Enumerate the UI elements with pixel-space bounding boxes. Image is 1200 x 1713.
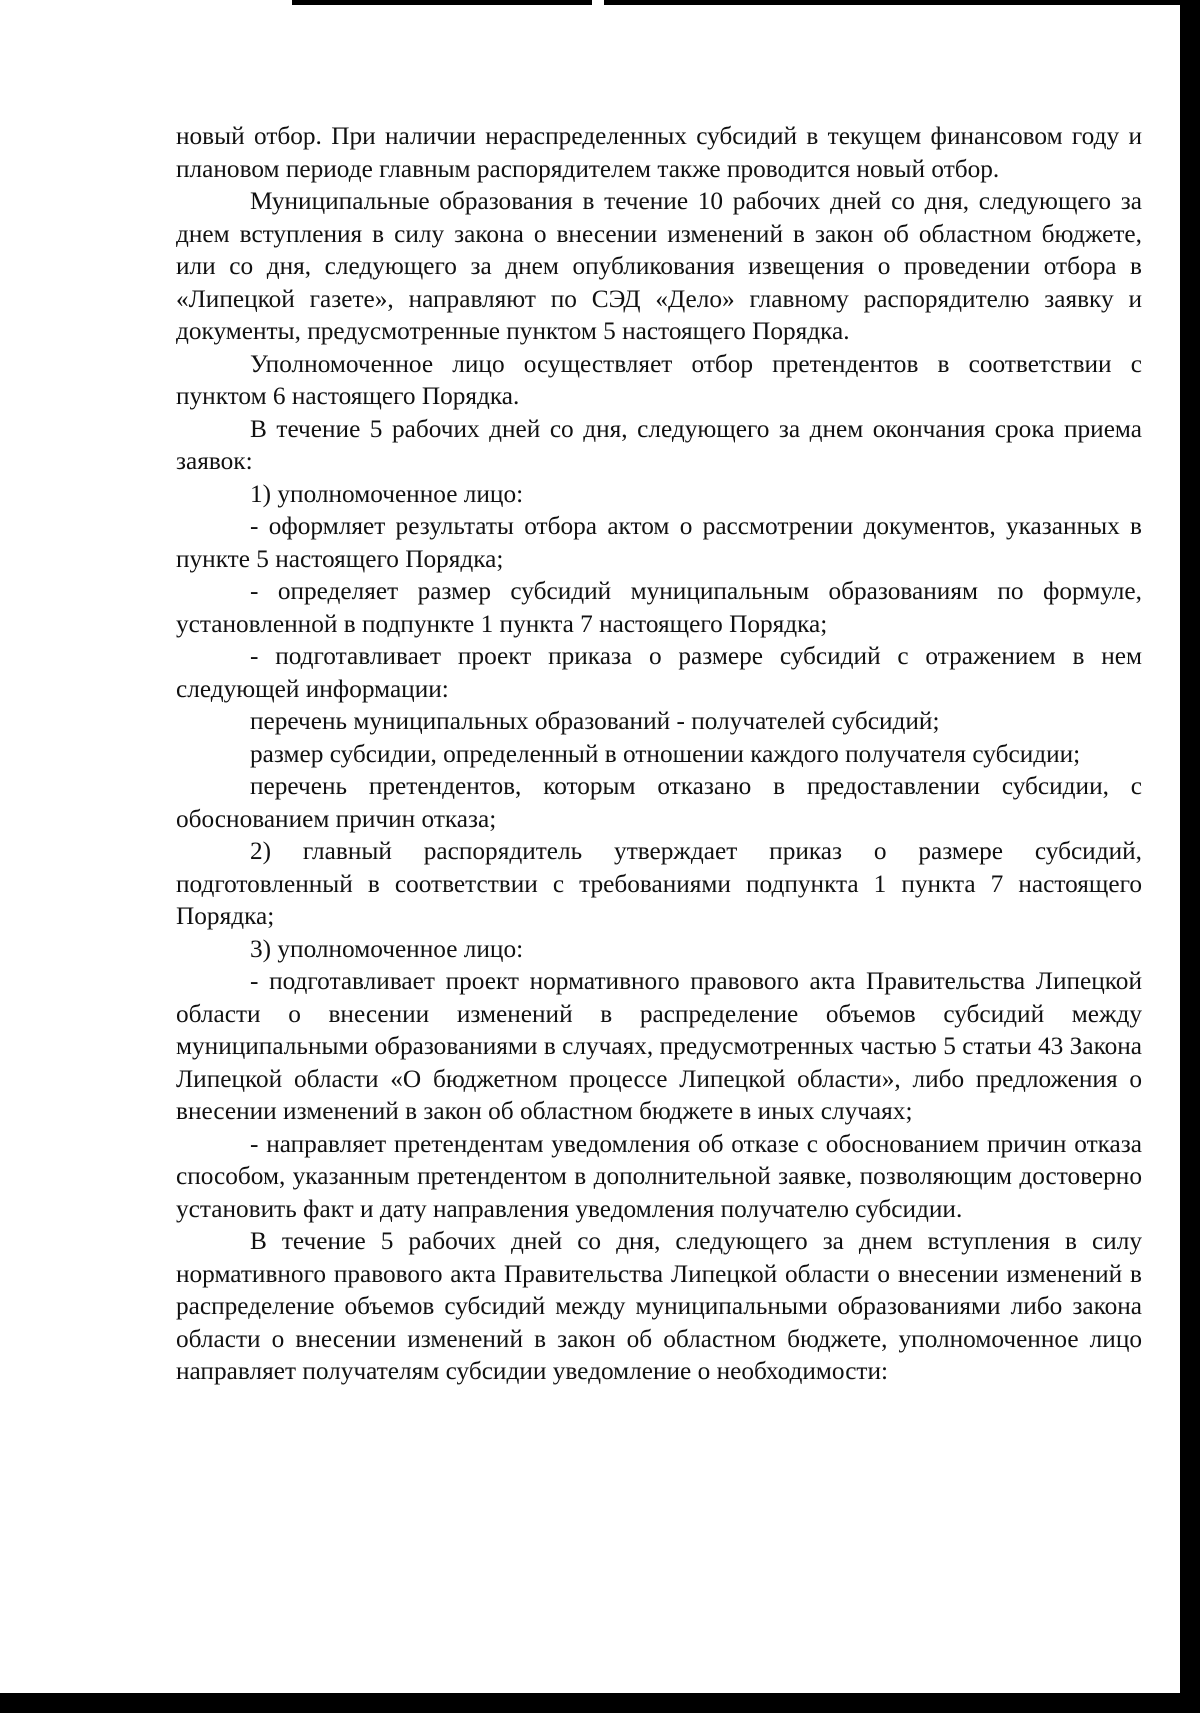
list-item-3-notification: - направляет претендентам уведомления об отказе с обоснованием причин отказа способом, указанным претендентом в дополнительной заявке, позволяющим достоверно установить факт и дату направления уведомления получателю субсидии. bbox=[176, 1129, 1142, 1223]
paragraph-continuation: новый отбор. При наличии нераспределенных субсидий в текущем финансовом году и плановом периоде главным распорядителем также проводится новый отбор. bbox=[176, 122, 1142, 183]
list-item-1-size: - определяет размер субсидий муниципальным образованиям по формуле, установленной в подпункте 1 пункта 7 настоящего Порядка; bbox=[176, 577, 1142, 638]
list-item-1-refusals: перечень претендентов, которым отказано в предоставлении субсидии, с обоснованием причин отказа; bbox=[176, 772, 1142, 833]
list-item-1-act: - оформляет результаты отбора актом о рассмотрении документов, указанных в пункте 5 настоящего Порядка; bbox=[176, 512, 1142, 573]
scan-border-top-right bbox=[604, 0, 1180, 5]
list-item-1-header: 1) уполномоченное лицо: bbox=[250, 479, 524, 508]
paragraph-deadline: В течение 5 рабочих дней со дня, следующего за днем окончания срока приема заявок: bbox=[176, 414, 1142, 475]
list-item-1-recipients: перечень муниципальных образований - получателей субсидий; bbox=[250, 707, 940, 735]
list-item-3-legal-act: - подготавливает проект нормативного правового акта Правительства Липецкой области о внесении изменений в распределение объемов субсидий между муниципальными образованиями в случаях, предусмотренных частью 5 статьи 43 Закона Липецкой области «О бюджетном процессе Липецкой области», либо предложения о внесении изменений в закон об областном бюджете в иных случаях; bbox=[176, 967, 1142, 1125]
paragraph-selection: Уполномоченное лицо осуществляет отбор претендентов в соответствии с пунктом 6 настоящего Порядка. bbox=[176, 349, 1142, 410]
scan-border-top-left bbox=[292, 0, 592, 5]
document-body bbox=[176, 120, 1142, 1388]
list-item-1-amount: размер субсидии, определенный в отношении каждого получателя субсидии; bbox=[250, 739, 1081, 768]
list-item-3-header: 3) уполномоченное лицо: bbox=[250, 934, 524, 963]
list-item-2-approval: 2) главный распорядитель утверждает приказ о размере субсидий, подготовленный в соответствии с требованиями подпункта 1 пункта 7 настоящего Порядка; bbox=[176, 837, 1142, 930]
list-item-1-order-draft: - подготавливает проект приказа о размере субсидий с отражением в нем следующей информации: bbox=[176, 642, 1142, 703]
paragraph-recipient-notice: В течение 5 рабочих дней со дня, следующего за днем вступления в силу нормативного правового акта Правительства Липецкой области о внесении изменений в распределение объемов субсидий между муниципальными образованиями либо закона области о внесении изменений в закон об областном бюджете, уполномоченное лицо направляет получателям субсидии уведомление о необходимости: bbox=[176, 1227, 1142, 1385]
paragraph-municipal-application: Муниципальные образования в течение 10 рабочих дней со дня, следующего за днем вступления в силу закона о внесении изменений в закон об областном бюджете, или со дня, следующего за днем опубликования извещения о проведении отбора в «Липецкой газете», направляют по СЭД «Дело» главному распорядителю заявку и документы, предусмотренные пунктом 5 настоящего Порядка. bbox=[176, 187, 1142, 345]
